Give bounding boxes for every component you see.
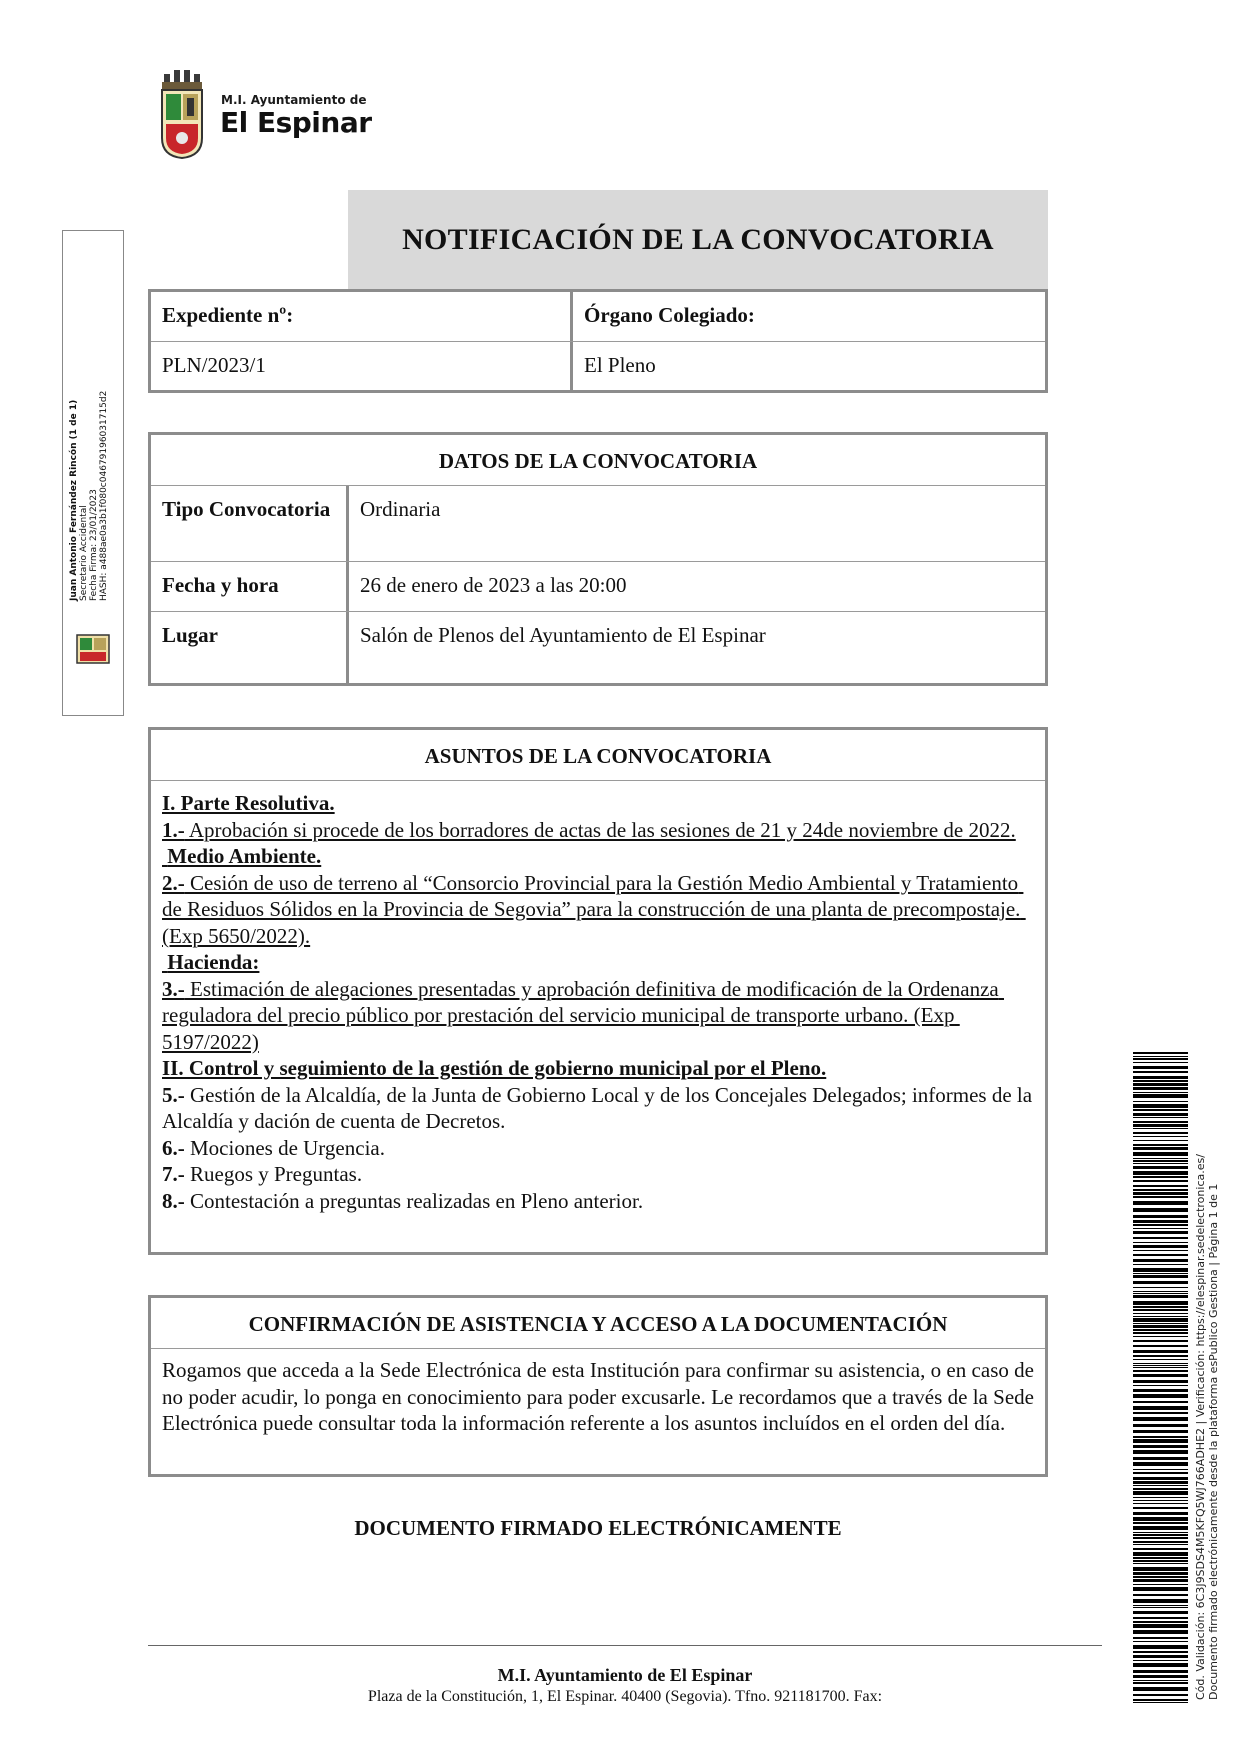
agenda-list: [151, 781, 1045, 1223]
barcode-bar: [1133, 1430, 1188, 1433]
table-row: [151, 561, 1045, 611]
barcode-bar: [1133, 1309, 1188, 1311]
barcode-bar: [1133, 1052, 1188, 1054]
barcode-bar: [1133, 1132, 1188, 1134]
agenda-section-title: II. Control y seguimiento de la gestión de gobierno municipal por el Pleno.: [162, 1056, 827, 1080]
item-text: Mociones de Urgencia.: [184, 1135, 385, 1160]
barcode-bar: [1133, 1268, 1188, 1272]
barcode-bar: [1133, 1630, 1188, 1634]
barcode-bar: [1133, 1522, 1188, 1524]
barcode-bar: [1133, 1228, 1188, 1229]
confirmacion-text: Rogamos que acceda a la Sede Electrónica de esta Institución para confirmar su asistencia, o en caso de no poder acudir, lo ponga en conocimiento para poder excusarle. Le recordamos que a través de la Sede Electrónica puede consultar toda la información referente a los asuntos incluídos en el orden del día.: [162, 1358, 1034, 1435]
barcode-bar: [1133, 1548, 1188, 1550]
item-number: 6.-: [162, 1135, 185, 1160]
barcode-bar: [1133, 1306, 1188, 1308]
barcode-bar: [1133, 1560, 1188, 1562]
agenda-section-title: I. Parte Resolutiva.: [162, 791, 335, 815]
item-number: 5.-: [162, 1082, 185, 1107]
barcode-bar: [1133, 1092, 1188, 1093]
barcode-bar: [1133, 1497, 1188, 1498]
barcode-bar: [1133, 1389, 1188, 1392]
barcode-bar: [1133, 1313, 1188, 1314]
list-item: [162, 1135, 1034, 1162]
barcode-bar: [1133, 1682, 1188, 1684]
lugar-value: Salón de Plenos del Ayuntamiento de El Espinar: [360, 623, 766, 647]
barcode-bar: [1133, 1532, 1188, 1533]
barcode-bar: [1133, 1503, 1188, 1504]
signature-stamp: [62, 230, 124, 716]
validation-code: Cód. Validación: 6C3J9SDS4M5KFQ5WJ766ADHE2 | Verificación: https://elespinar.sedelectronica.es/: [1194, 1154, 1207, 1700]
barcode-bar: [1133, 1275, 1188, 1278]
barcode-bar: [1133, 1699, 1188, 1701]
barcode-bar: [1133, 1469, 1188, 1470]
barcode-bar: [1133, 1563, 1188, 1564]
barcode-bar: [1133, 1062, 1188, 1063]
fecha-label: Fecha y hora: [151, 562, 349, 611]
barcode-bar: [1133, 1332, 1188, 1334]
barcode-bar: [1133, 1215, 1188, 1218]
barcode-bar: [1133, 1512, 1188, 1515]
barcode-bar: [1133, 1163, 1188, 1164]
barcode-bar: [1133, 1056, 1188, 1057]
barcode-bar: [1133, 1367, 1188, 1368]
barcode-bar: [1133, 1500, 1188, 1501]
barcode-bar: [1133, 1687, 1188, 1691]
barcode-bar: [1133, 1176, 1188, 1178]
barcode-bar: [1133, 1670, 1188, 1673]
item-number: 7.-: [162, 1162, 185, 1186]
barcode-bar: [1133, 1624, 1188, 1628]
barcode-bar: [1133, 1076, 1188, 1079]
barcode-bar: [1133, 1160, 1188, 1162]
validation-platform: Documento firmado electrónicamente desde la plataforma esPublico Gestiona | Página 1 de 1: [1207, 1183, 1220, 1700]
barcode-bar: [1133, 1472, 1188, 1474]
barcode-bar: [1133, 1655, 1188, 1658]
barcode-bar: [1133, 1301, 1188, 1305]
barcode-bar: [1133, 1374, 1188, 1377]
barcode-bar: [1133, 1080, 1188, 1082]
barcode-bar: [1133, 1541, 1188, 1543]
barcode-bar: [1133, 1462, 1188, 1466]
list-item: [162, 870, 1034, 950]
barcode-bar: [1133, 1450, 1188, 1454]
barcode-bar: [1133, 1599, 1188, 1603]
table-row: [151, 341, 1045, 391]
barcode-bar: [1133, 1158, 1188, 1159]
title-band: [348, 190, 1048, 290]
item-number: 2.-: [162, 870, 185, 895]
barcode-bar: [1133, 1445, 1188, 1448]
item-text: Estimación de alegaciones presentadas y aprobación definitiva de modificación de la Ordenanza reguladora del precio público por prestación del servicio municipal de transporte urbano. (Exp 5197/2022): [162, 976, 1004, 1054]
barcode-bar: [1133, 1641, 1188, 1642]
barcode-bar: [1133, 1605, 1188, 1606]
tipo-label: Tipo Convocatoria: [151, 486, 349, 561]
barcode-bar: [1133, 1350, 1188, 1353]
logo-caption: M.I. Ayuntamiento de: [221, 93, 367, 107]
barcode-bar: [1133, 1192, 1188, 1195]
list-item: [162, 1161, 1034, 1188]
logo-town-name: El Espinar: [220, 106, 372, 139]
list-item: [162, 1082, 1037, 1135]
barcode-bar: [1133, 1166, 1188, 1169]
confirmacion-table: [148, 1295, 1048, 1477]
barcode-bar: [1133, 1702, 1188, 1703]
footer-name: M.I. Ayuntamiento de El Espinar: [497, 1665, 753, 1685]
barcode-bar: [1133, 1264, 1188, 1265]
barcode-bar: [1133, 1087, 1188, 1090]
barcode-bar: [1133, 1488, 1188, 1490]
barcode-bar: [1133, 1117, 1188, 1118]
footer-address: Plaza de la Constitución, 1, El Espinar. 40400 (Segovia). Tfno. 921181700. Fax:: [367, 1688, 883, 1705]
barcode-bar: [1133, 1552, 1188, 1556]
signature-stamp-text: [69, 301, 119, 601]
tipo-value: Ordinaria: [360, 497, 441, 521]
organo-value: El Pleno: [584, 353, 656, 377]
table-row: [151, 292, 1045, 341]
expediente-label: Expediente nº:: [151, 292, 573, 341]
validation-text: [1194, 1020, 1230, 1700]
barcode-bar: [1133, 1537, 1188, 1539]
barcode-bar: [1133, 1293, 1188, 1294]
barcode-bar: [1133, 1340, 1188, 1342]
signed-notice: DOCUMENTO FIRMADO ELECTRÓNICAMENTE: [354, 1516, 842, 1540]
barcode-bar: [1133, 1651, 1188, 1653]
barcode-bar: [1133, 1189, 1188, 1191]
barcode-bar: [1133, 1660, 1188, 1661]
barcode-bar: [1133, 1675, 1188, 1678]
item-number: 3.-: [162, 976, 185, 1001]
expediente-value: PLN/2023/1: [151, 342, 573, 391]
item-number: 8.-: [162, 1188, 185, 1213]
barcode-bar: [1133, 1385, 1188, 1386]
barcode-bar: [1133, 1412, 1188, 1414]
barcode-bar: [1133, 1417, 1188, 1421]
asuntos-header: ASUNTOS DE LA CONVOCATORIA: [424, 744, 772, 768]
barcode-bar: [1133, 1544, 1188, 1545]
signer-name: Juan Antonio Fernández Rincón (1 de 1): [69, 399, 79, 601]
barcode-bar: [1133, 1401, 1188, 1403]
barcode-bar: [1133, 1287, 1188, 1288]
barcode-bar: [1133, 1637, 1188, 1639]
barcode-bar: [1133, 1121, 1188, 1123]
barcode-bar: [1133, 1534, 1188, 1536]
list-item: [162, 1188, 1034, 1215]
barcode-bar: [1133, 1273, 1188, 1274]
table-row: [151, 780, 1045, 1223]
barcode-bar: [1133, 1224, 1188, 1226]
barcode-bar: [1133, 1587, 1188, 1591]
stamp-crest-icon: [75, 631, 111, 665]
table-row: [151, 485, 1045, 561]
barcode-bar: [1133, 1457, 1188, 1460]
barcode-bar: [1133, 1694, 1188, 1696]
barcode-bar: [1133, 1363, 1188, 1364]
barcode-bar: [1133, 1485, 1188, 1486]
barcode-bar: [1133, 1439, 1188, 1443]
item-number: 1.-: [162, 817, 185, 842]
list-item: [162, 976, 1034, 1056]
item-text: Ruegos y Preguntas.: [184, 1162, 363, 1186]
asuntos-table: [148, 727, 1048, 1255]
datos-table: [148, 432, 1048, 686]
barcode-bar: [1133, 1594, 1188, 1596]
barcode-bar: [1133, 1345, 1188, 1347]
barcode-bar: [1133, 1645, 1188, 1649]
barcode-bar: [1133, 1517, 1188, 1521]
barcode-bar: [1133, 1579, 1188, 1582]
barcode-bar: [1133, 1259, 1188, 1262]
barcode-bar: [1133, 1291, 1188, 1292]
barcode-bar: [1133, 1083, 1188, 1086]
barcode-bar: [1133, 1507, 1188, 1509]
barcode-bar: [1133, 1316, 1188, 1317]
coat-of-arms-icon: [158, 68, 206, 160]
barcode-bar: [1133, 1380, 1188, 1383]
barcode-bar: [1133, 1185, 1188, 1187]
barcode-bar: [1133, 1663, 1188, 1667]
barcode-bar: [1133, 1607, 1188, 1608]
barcode-bar: [1133, 1152, 1188, 1156]
barcode-bar: [1133, 1323, 1188, 1324]
item-text: Gestión de la Alcaldía, de la Junta de Gobierno Local y de los Concejales Delegados; informes de la Alcaldía y dación de cuenta de Decretos.: [162, 1082, 1037, 1133]
agenda-subsection-title: Medio Ambiente.: [162, 844, 322, 868]
barcode-bar: [1133, 1220, 1188, 1223]
barcode-bar: [1133, 1254, 1188, 1256]
barcode-bar: [1133, 1109, 1188, 1111]
barcode-bar: [1133, 1424, 1188, 1427]
barcode-bar: [1133, 1680, 1188, 1681]
barcode-bar: [1133, 1611, 1188, 1614]
agenda-subsection-title: Hacienda:: [162, 950, 260, 974]
barcode-bar: [1133, 1567, 1188, 1571]
barcode-bar: [1133, 1147, 1188, 1150]
barcode-bar: [1133, 1171, 1188, 1175]
barcode-bar: [1133, 1250, 1188, 1251]
municipal-logo: [158, 68, 372, 162]
barcode-bar: [1133, 1237, 1188, 1239]
item-text: Cesión de uso de terreno al “Consorcio Provincial para la Gestión Medio Ambiental y Tratamiento de Residuos Sólidos en la Provincia de Segovia” para la construcción de una planta de precompostaje. (Exp 5650/2022).: [162, 870, 1026, 948]
barcode-bar: [1133, 1104, 1188, 1108]
barcode-bar: [1133, 1281, 1188, 1284]
barcode-bar: [1133, 1576, 1188, 1578]
barcode-bar: [1133, 1359, 1188, 1360]
barcode-bar: [1133, 1144, 1188, 1146]
barcode-bar: [1133, 1231, 1188, 1234]
barcode-bar: [1133, 1124, 1188, 1127]
barcode-bar: [1133, 1140, 1188, 1141]
barcode-bar: [1133, 1101, 1188, 1102]
barcode-bar: [1133, 1370, 1188, 1372]
barcode-bar: [1133, 1128, 1188, 1129]
fecha-value: 26 de enero de 2023 a las 20:00: [360, 573, 627, 597]
footer-divider: [148, 1645, 1102, 1646]
barcode-bar: [1133, 1406, 1188, 1410]
barcode-bar: [1133, 1572, 1188, 1575]
lugar-label: Lugar: [151, 612, 349, 686]
barcode-bar: [1133, 1208, 1188, 1212]
barcode-bar: [1133, 1318, 1188, 1322]
list-item: [162, 817, 1034, 844]
item-text: Aprobación si procede de los borradores de actas de las sesiones de 21 y 24de noviembre de 2022.: [184, 817, 1016, 842]
barcode-bar: [1133, 1094, 1188, 1098]
barcode-bar: [1133, 1180, 1188, 1182]
signer-role: Secretario Accidental: [79, 505, 89, 601]
barcode-bar: [1133, 1394, 1188, 1398]
barcode-bar: [1133, 1526, 1188, 1530]
barcode-bar: [1133, 1617, 1188, 1619]
barcode-bar: [1133, 1584, 1188, 1585]
barcode-bar: [1133, 1071, 1188, 1073]
barcode-bar: [1133, 1242, 1188, 1243]
barcode-bar: [1133, 1329, 1188, 1331]
barcode-bar: [1133, 1557, 1188, 1559]
barcode-bar: [1133, 1066, 1188, 1069]
barcode-bar: [1133, 1477, 1188, 1480]
barcode-bar: [1133, 1621, 1188, 1623]
validation-barcode: [1133, 1052, 1188, 1703]
barcode-bar: [1133, 1336, 1188, 1337]
barcode-bar: [1133, 1365, 1188, 1366]
barcode-bar: [1133, 1295, 1188, 1298]
organo-label: Órgano Colegiado:: [584, 303, 755, 327]
barcode-bar: [1133, 1113, 1188, 1116]
signature-hash: HASH: a488ae0a3b1f080c04679196031715d2: [99, 390, 109, 601]
barcode-bar: [1133, 1325, 1188, 1328]
barcode-bar: [1133, 1196, 1188, 1198]
expediente-table: [148, 289, 1048, 393]
confirmacion-header: CONFIRMACIÓN DE ASISTENCIA Y ACCESO A LA DOCUMENTACIÓN: [248, 1312, 948, 1336]
barcode-bar: [1133, 1481, 1188, 1484]
datos-header: DATOS DE LA CONVOCATORIA: [438, 449, 758, 473]
barcode-bar: [1133, 1201, 1188, 1205]
barcode-bar: [1133, 1355, 1188, 1357]
table-row: [151, 1348, 1045, 1445]
barcode-bar: [1133, 1436, 1188, 1438]
barcode-bar: [1133, 1491, 1188, 1495]
barcode-bar: [1133, 1245, 1188, 1248]
page-title: NOTIFICACIÓN DE LA CONVOCATORIA: [402, 223, 994, 256]
table-row: [151, 611, 1045, 686]
item-text: Contestación a preguntas realizadas en Pleno anterior.: [184, 1188, 644, 1213]
barcode-bar: [1133, 1136, 1188, 1137]
signature-date: Fecha Firma: 23/01/2023: [89, 489, 99, 601]
barcode-bar: [1133, 1058, 1188, 1060]
